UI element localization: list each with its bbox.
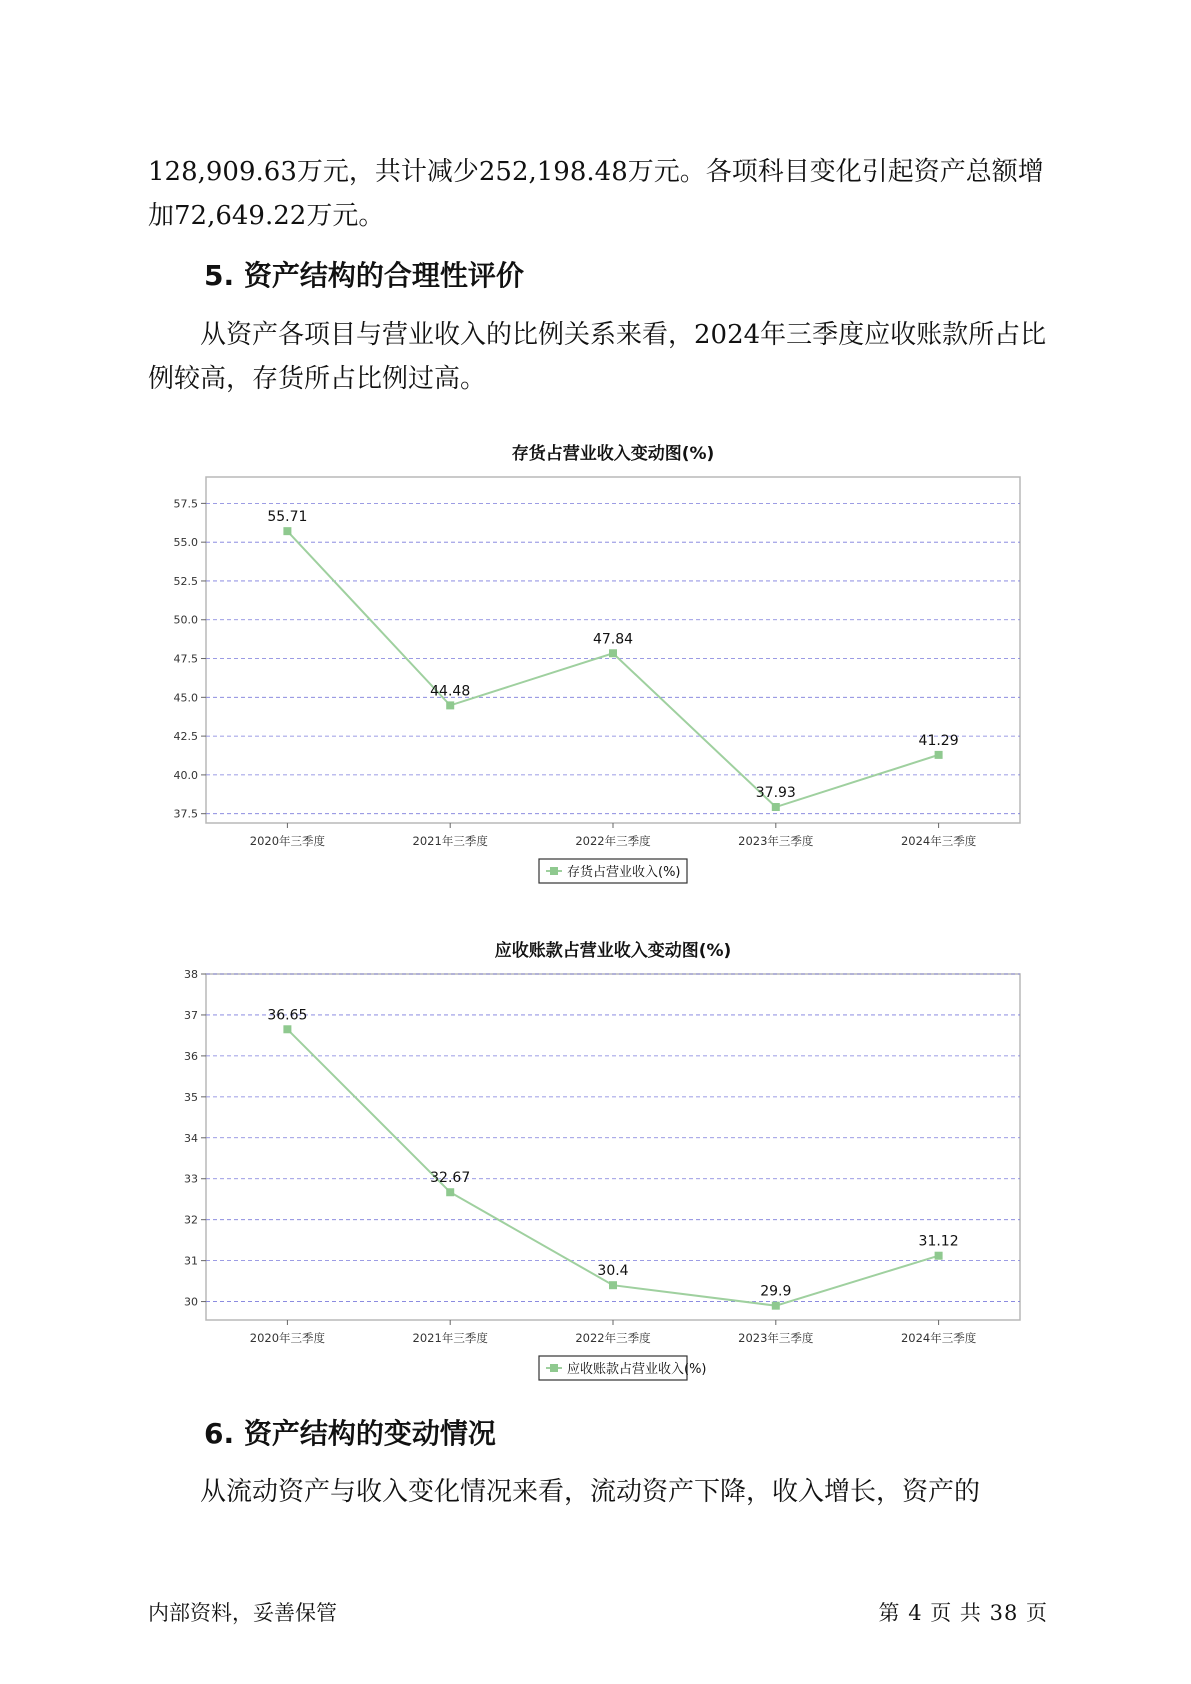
data-point: [935, 1252, 943, 1260]
x-tick-label: 2023年三季度: [738, 1331, 814, 1345]
x-tick-label: 2024年三季度: [900, 1331, 977, 1345]
y-tick-label: 36: [184, 1049, 198, 1063]
data-label: 31.12: [918, 1233, 959, 1250]
y-tick-label: 42.5: [173, 730, 198, 744]
data-point: [283, 1025, 291, 1033]
footer-confidential-note: 内部资料，妥善保管: [148, 1601, 337, 1625]
inventory-ratio-chart: [160, 435, 1040, 890]
y-tick-label: 50.0: [173, 613, 198, 627]
data-label: 47.84: [592, 631, 634, 648]
paragraph-structure-change: [148, 1470, 1048, 1514]
data-label: 32.67: [430, 1170, 471, 1187]
data-point: [283, 527, 291, 535]
section-heading-5: 5. 资产结构的合理性评价: [204, 259, 524, 292]
x-tick-label: 2022年三季度: [575, 1331, 651, 1345]
y-tick-label: 47.5: [173, 652, 198, 666]
data-point: [772, 803, 780, 811]
y-tick-label: 40.0: [173, 768, 198, 782]
paragraph-asset-change: 128,909.63万元，共计减少252,198.48万元。各项科目变化引起资产总额增加72,649.22万元。: [148, 157, 1044, 231]
y-tick-label: 35: [184, 1090, 198, 1104]
data-point: [446, 1188, 454, 1196]
y-tick-label: 57.5: [173, 497, 198, 511]
x-tick-label: 2020年三季度: [249, 834, 326, 848]
data-label: 36.65: [267, 1007, 308, 1024]
y-tick-label: 55.0: [173, 536, 198, 550]
y-tick-label: 52.5: [173, 574, 198, 588]
legend-label: 存货占营业收入(%): [567, 865, 681, 880]
data-label: 55.71: [267, 509, 308, 526]
y-tick-label: 34: [184, 1131, 198, 1145]
x-tick-label: 2022年三季度: [575, 834, 651, 848]
data-point: [609, 1281, 617, 1289]
y-tick-label: 30: [184, 1295, 198, 1309]
data-label: 29.9: [760, 1283, 792, 1300]
y-tick-label: 45.0: [173, 691, 198, 705]
legend-marker: [550, 867, 558, 875]
data-label: 41.29: [918, 732, 959, 749]
footer-page-number: 第 4 页 共 38 页: [878, 1601, 1048, 1625]
data-point: [446, 701, 454, 709]
data-point: [935, 751, 943, 759]
x-tick-label: 2021年三季度: [412, 834, 488, 848]
receivables-ratio-chart: [160, 932, 1040, 1387]
chart-title: 存货占营业收入变动图(%): [511, 444, 715, 464]
legend-marker: [550, 1364, 558, 1372]
x-tick-label: 2023年三季度: [738, 834, 814, 848]
data-label: 44.48: [430, 683, 471, 700]
data-label: 37.93: [755, 785, 796, 802]
paragraph-ratio-text: 从资产各项目与营业收入的比例关系来看，2024年三季度应收账款所占比例较高，存货所占比例过高。: [148, 320, 1047, 394]
paragraph-ratio-evaluation: [148, 313, 1048, 401]
section-heading-6: 6. 资产结构的变动情况: [204, 1417, 496, 1450]
data-point: [609, 649, 617, 657]
x-tick-label: 2021年三季度: [412, 1331, 488, 1345]
legend-label: 应收账款占营业收入(%): [567, 1362, 707, 1377]
chart-title: 应收账款占营业收入变动图(%): [494, 941, 732, 961]
y-tick-label: 32: [184, 1213, 198, 1227]
y-tick-label: 37: [184, 1008, 198, 1022]
y-tick-label: 33: [184, 1172, 198, 1186]
data-label: 30.4: [597, 1263, 629, 1280]
x-tick-label: 2020年三季度: [249, 1331, 326, 1345]
y-tick-label: 31: [184, 1254, 198, 1268]
paragraph-structure-text: 从流动资产与收入变化情况来看，流动资产下降，收入增长，资产的: [200, 1477, 981, 1507]
data-point: [772, 1302, 780, 1310]
y-tick-label: 37.5: [173, 807, 198, 821]
y-tick-label: 38: [184, 968, 198, 981]
x-tick-label: 2024年三季度: [900, 834, 977, 848]
